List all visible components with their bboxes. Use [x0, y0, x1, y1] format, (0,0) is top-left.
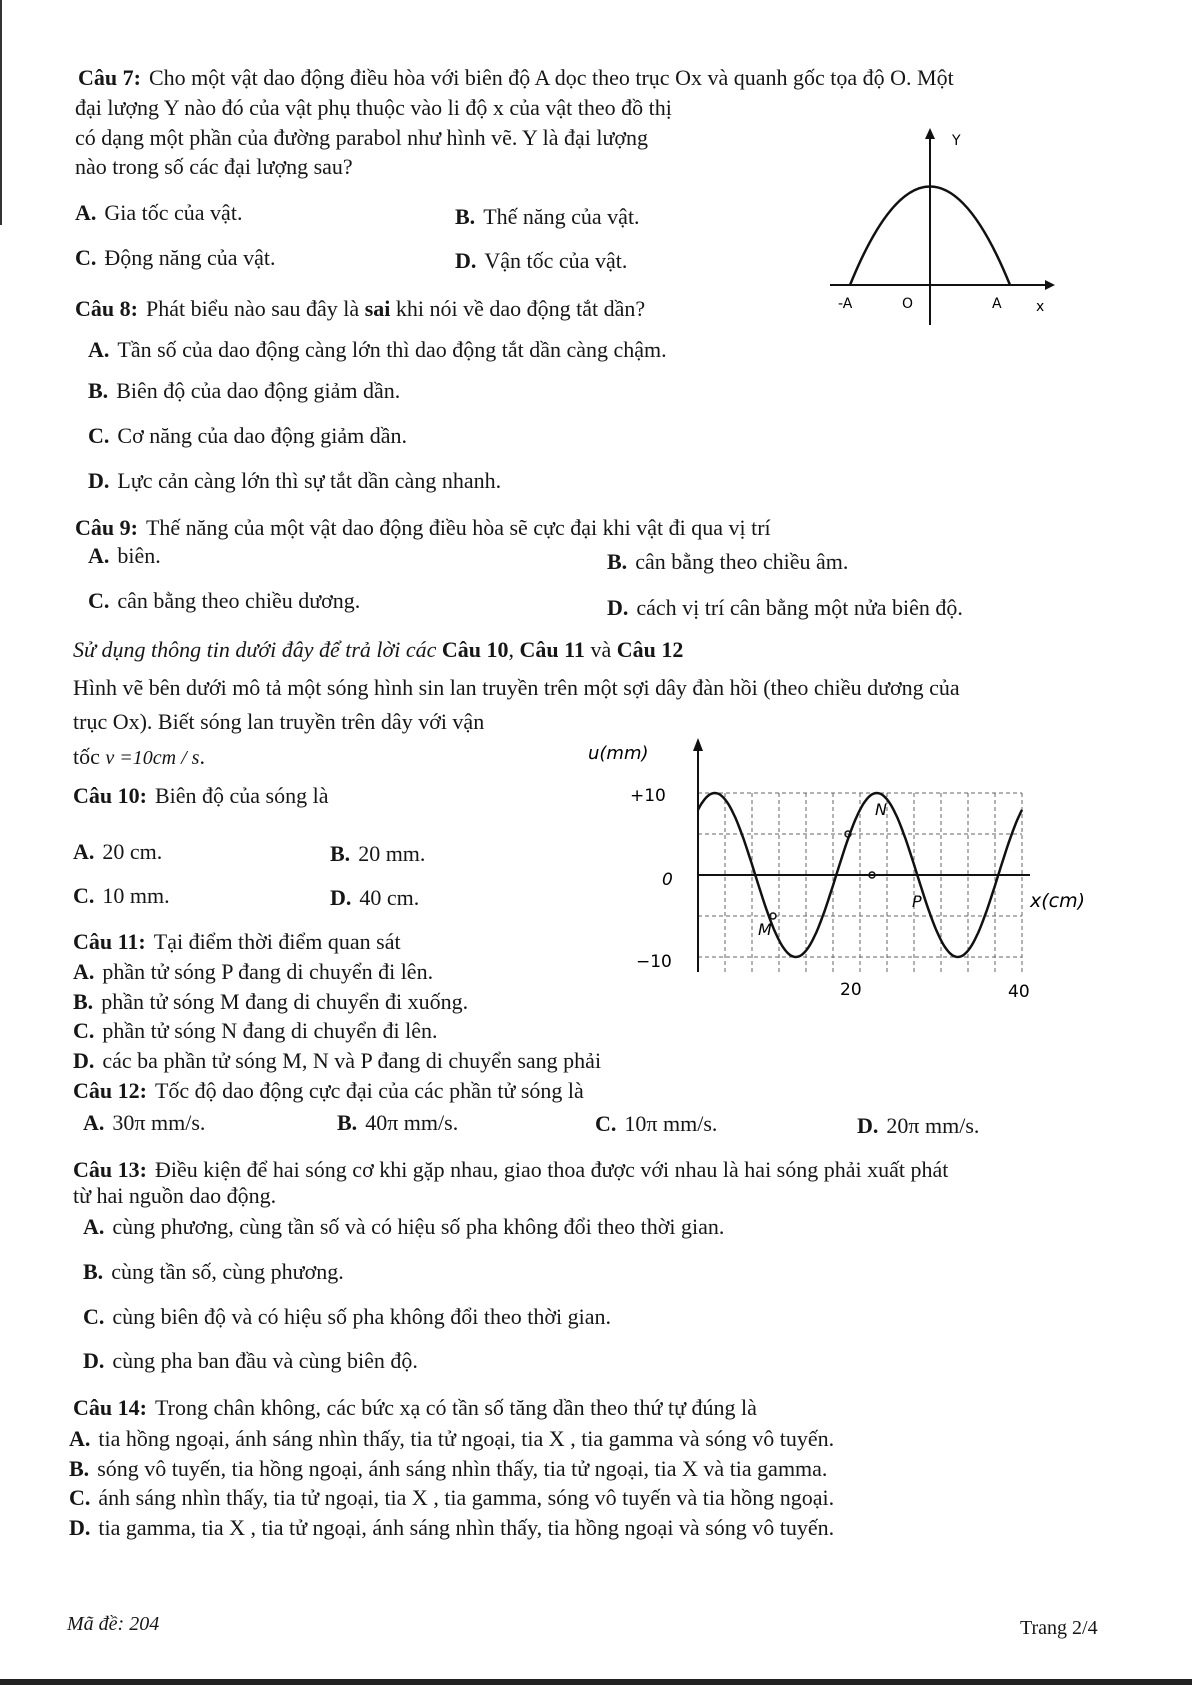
- q11-line: Câu 11: Tại điểm thời điểm quan sát: [73, 929, 401, 954]
- q8-option-a: A. Tần số của dao động càng lớn thì dao động tắt dần càng chậm.: [88, 337, 667, 362]
- q10-option-c: C. 10 mm.: [73, 883, 170, 908]
- q12-option-a: A. 30π mm/s.: [83, 1110, 206, 1135]
- scan-edge-mark: [0, 0, 2, 225]
- wave-figure: [588, 735, 1100, 1020]
- q13-label: Câu 13:: [73, 1157, 147, 1182]
- q14-option-d: D. tia gamma, tia X , tia tử ngoại, ánh sáng nhìn thấy, tia hồng ngoại và sóng vô tuyến.: [69, 1515, 835, 1540]
- q9-option-a: A. biên.: [88, 543, 161, 568]
- parabola-y-label: Y: [952, 133, 961, 149]
- parabola-figure: [820, 125, 1060, 330]
- q7-option-a: A. Gia tốc của vật.: [75, 200, 243, 225]
- q13-option-a: A. cùng phương, cùng tần số và có hiệu số pha không đổi theo thời gian.: [83, 1214, 725, 1239]
- q10-option-a: A. 20 cm.: [73, 839, 163, 864]
- q9-option-c: C. cân bằng theo chiều dương.: [88, 588, 361, 613]
- page-number: Trang 2/4: [1020, 1617, 1098, 1639]
- q8-emphasis: sai: [364, 296, 391, 321]
- parabola-x-label: x: [1036, 299, 1045, 315]
- q12-line: Câu 12: Tốc độ dao động cực đại của các phần tử sóng là: [73, 1078, 584, 1103]
- q13-line2: từ hai nguồn dao động.: [73, 1183, 277, 1208]
- q7-line2: đại lượng Y nào đó của vật phụ thuộc vào li độ x của vật theo đồ thị: [75, 95, 672, 120]
- wave-label-m: M: [758, 920, 772, 939]
- q13-option-b: B. cùng tần số, cùng phương.: [83, 1259, 344, 1284]
- q8-label: Câu 8:: [75, 296, 138, 321]
- q10-option-b: B. 20 mm.: [330, 841, 426, 866]
- q11-label: Câu 11:: [73, 929, 146, 954]
- q11-option-b: B. phần tử sóng M đang di chuyển đi xuống.: [73, 989, 469, 1014]
- scan-bottom-edge: [0, 1679, 1192, 1685]
- shared-intro: Sử dụng thông tin dưới đây để trả lời các Câu 10, Câu 11 và Câu 12: [73, 637, 684, 662]
- q8-line: Câu 8: Phát biểu nào sau đây là sai khi nói về dao động tắt dần?: [75, 296, 646, 321]
- q10-option-d: D. 40 cm.: [330, 885, 420, 910]
- q7-line1: Câu 7: Cho một vật dao động điều hòa với biên độ A dọc theo trục Ox và quanh gốc tọa độ O. Một: [78, 65, 954, 90]
- wave-x-tick-40: 40: [1008, 982, 1030, 1002]
- q14-option-c: C. ánh sáng nhìn thấy, tia tử ngoại, tia X , tia gamma, sóng vô tuyến và tia hồng ngoại.: [69, 1485, 835, 1510]
- parabola-origin-label: O: [902, 296, 914, 312]
- q11-option-a: A. phần tử sóng P đang di chuyển đi lên.: [73, 959, 434, 984]
- wave-label-n: N: [875, 800, 887, 819]
- wave-y-tick-zero: 0: [662, 870, 673, 890]
- q14-line: Câu 14: Trong chân không, các bức xạ có tần số tăng dần theo thứ tự đúng là: [73, 1395, 757, 1420]
- q7-line3: có dạng một phần của đường parabol như hình vẽ. Y là đại lượng: [75, 125, 649, 150]
- wave-y-arrow: [693, 738, 703, 751]
- q8-option-d: D. Lực cản càng lớn thì sự tắt dần càng nhanh.: [88, 468, 502, 493]
- shared-desc-line2: trục Ox). Biết sóng lan truyền trên dây với vận: [73, 709, 485, 734]
- parabola-x-arrow: [1045, 280, 1055, 290]
- wave-x-tick-20: 20: [840, 980, 862, 1000]
- wave-y-tick-bottom: −10: [636, 952, 672, 972]
- shared-speed: tốc v =10cm / s.: [73, 744, 205, 769]
- q9-line: Câu 9: Thế năng của một vật dao động điều hòa sẽ cực đại khi vật đi qua vị trí: [75, 515, 771, 540]
- q7-line4: nào trong số các đại lượng sau?: [75, 154, 353, 179]
- q7-option-d: D. Vận tốc của vật.: [455, 248, 628, 273]
- q9-option-b: B. cân bằng theo chiều âm.: [607, 549, 849, 574]
- parabola-y-arrow: [925, 128, 935, 139]
- q11-option-c: C. phần tử sóng N đang di chuyển đi lên.: [73, 1018, 438, 1043]
- q14-option-a: A. tia hồng ngoại, ánh sáng nhìn thấy, tia tử ngoại, tia X , tia gamma và sóng vô tuyến.: [69, 1426, 835, 1451]
- q12-label: Câu 12:: [73, 1078, 147, 1103]
- wave-label-p: P: [912, 892, 922, 911]
- q12-option-c: C. 10π mm/s.: [595, 1111, 718, 1136]
- q11-option-d: D. các ba phần tử sóng M, N và P đang di chuyển sang phải: [73, 1048, 602, 1073]
- wave-x-label: x(cm): [1030, 890, 1086, 912]
- q7-label: Câu 7:: [78, 65, 141, 90]
- exam-code: Mã đề: 204: [67, 1613, 160, 1635]
- q10-line: Câu 10: Biên độ của sóng là: [73, 783, 329, 808]
- q12-option-b: B. 40π mm/s.: [337, 1110, 459, 1135]
- q9-label: Câu 9:: [75, 515, 138, 540]
- q14-label: Câu 14:: [73, 1395, 147, 1420]
- q14-option-b: B. sóng vô tuyến, tia hồng ngoại, ánh sáng nhìn thấy, tia tử ngoại, tia X và tia gamma.: [69, 1456, 828, 1481]
- q13-line1: Câu 13: Điều kiện để hai sóng cơ khi gặp nhau, giao thoa được với nhau là hai sóng phải xuất phát: [73, 1157, 949, 1182]
- q9-option-d: D. cách vị trí cân bằng một nửa biên độ.: [607, 595, 963, 620]
- wave-y-label: u(mm): [588, 743, 649, 764]
- q12-option-d: D. 20π mm/s.: [857, 1113, 980, 1138]
- q13-option-d: D. cùng pha ban đầu và cùng biên độ.: [83, 1348, 418, 1373]
- q10-label: Câu 10:: [73, 783, 147, 808]
- parabola-neg-a-label: -A: [838, 296, 853, 312]
- q7-option-c: C. Động năng của vật.: [75, 245, 276, 270]
- wave-grid: [698, 793, 1022, 972]
- q13-option-c: C. cùng biên độ và có hiệu số pha không đổi theo thời gian.: [83, 1304, 611, 1329]
- q8-option-b: B. Biên độ của dao động giảm dần.: [88, 378, 401, 403]
- q8-option-c: C. Cơ năng của dao động giảm dần.: [88, 423, 408, 448]
- shared-desc-line1: Hình vẽ bên dưới mô tả một sóng hình sin lan truyền trên một sợi dây đàn hồi (theo chiều dương của: [73, 675, 960, 700]
- wave-y-tick-top: +10: [630, 786, 666, 806]
- q7-option-b: B. Thế năng của vật.: [455, 204, 640, 229]
- parabola-pos-a-label: A: [992, 296, 1002, 312]
